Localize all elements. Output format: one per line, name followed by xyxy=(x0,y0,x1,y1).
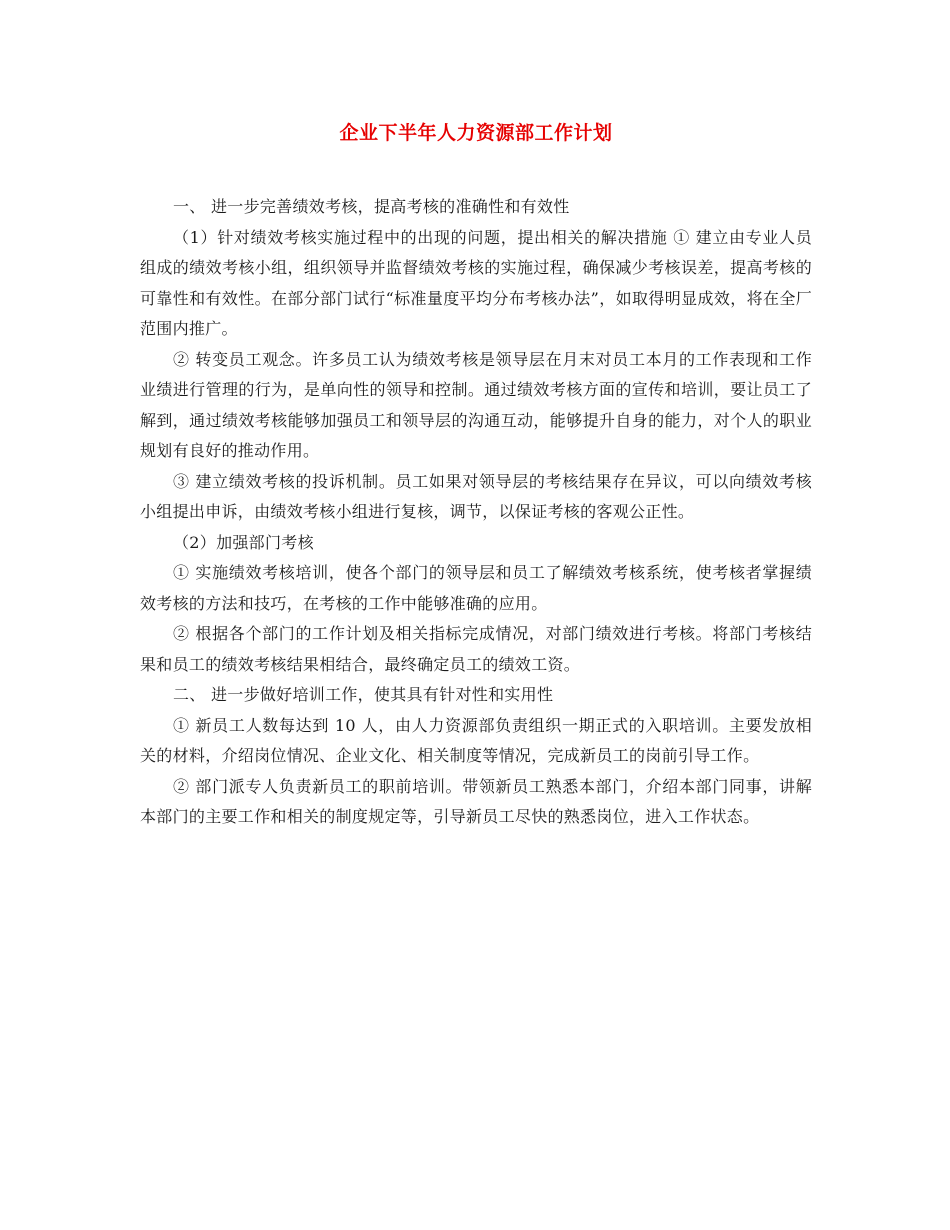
subsection-heading-2: （2）加强部门考核 xyxy=(173,532,314,552)
paragraph-1-2: ② 转变员工观念。许多员工认为绩效考核是领导层在月末对员工本月的工作表现和工作业绩进行管理的行为，是单向性的领导和控制。通过绩效考核方面的宣传和培训，要让员工了解到，通过绩效考核能够加强员工和领导层的沟通互动，能够提升自身的能力，对个人的职业规划有良好的推动作用。 xyxy=(140,349,812,460)
paragraph-2-1: ① 实施绩效考核培训，使各个部门的领导层和员工了解绩效考核系统，使考核者掌握绩效考核的方法和技巧，在考核的工作中能够准确的应用。 xyxy=(140,563,812,613)
paragraph-2-2: ② 根据各个部门的工作计划及相关指标完成情况，对部门绩效进行考核。将部门考核结果和员工的绩效考核结果相结合，最终确定员工的绩效工资。 xyxy=(140,624,812,674)
section-heading-2: 二、 进一步做好培训工作，使其具有针对性和实用性 xyxy=(173,685,554,704)
section-heading-1: 一、 进一步完善绩效考核，提高考核的准确性和有效性 xyxy=(173,197,570,216)
document-body xyxy=(140,192,812,833)
document-title: 企业下半年人力资源部工作计划 xyxy=(339,122,613,144)
paragraph-3-1: ① 新员工人数每达到 10 人，由人力资源部负责组织一期正式的入职培训。主要发放相关的材料，介绍岗位情况、企业文化、相关制度等情况，完成新员工的岗前引导工作。 xyxy=(140,715,812,765)
paragraph-3-2: ② 部门派专人负责新员工的职前培训。带领新员工熟悉本部门，介绍本部门同事，讲解本部门的主要工作和相关的制度规定等，引导新员工尽快的熟悉岗位，进入工作状态。 xyxy=(140,776,812,826)
paragraph-1-1: （1）针对绩效考核实施过程中的出现的问题，提出相关的解决措施 ① 建立由专业人员组成的绩效考核小组，组织领导并监督绩效考核的实施过程，确保减少考核误差，提高考核的可靠性和有效性。在部分部门试行“标准量度平均分布考核办法”，如取得明显成效，将在全厂范围内推广。 xyxy=(140,227,812,338)
paragraph-1-3: ③ 建立绩效考核的投诉机制。员工如果对领导层的考核结果存在异议，可以向绩效考核小组提出申诉，由绩效考核小组进行复核，调节，以保证考核的客观公正性。 xyxy=(140,471,812,521)
